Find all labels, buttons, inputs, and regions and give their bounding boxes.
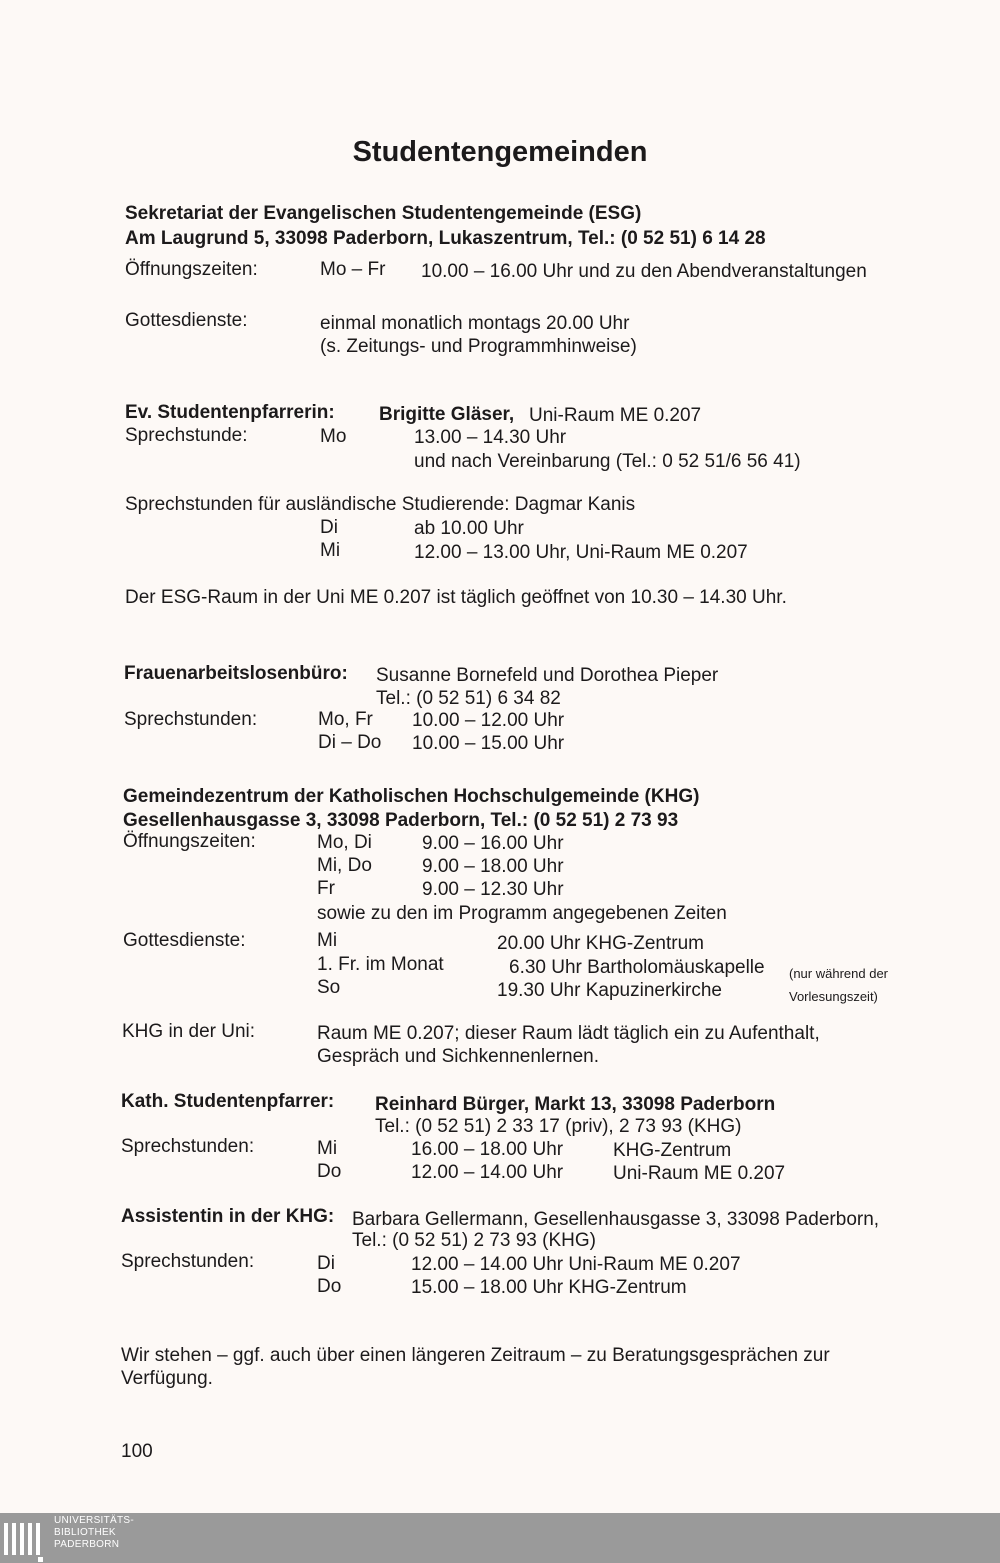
khg-assistant-name: Barbara Gellermann, Gesellenhausgasse 3, 33098 Paderborn, <box>352 1209 880 1230</box>
khg-hours-time: 9.00 – 12.30 Uhr <box>422 879 564 900</box>
khg-services-label: Gottesdienste: <box>123 930 246 951</box>
khg-service-time: 20.00 Uhr KHG-Zentrum <box>497 933 704 954</box>
khg-hours-time: 9.00 – 16.00 Uhr <box>422 833 564 854</box>
logo-line: PADERBORN <box>54 1539 120 1550</box>
khg-service-day: Mi <box>317 930 338 951</box>
esg-heading: Sekretariat der Evangelischen Studentengemeinde (ESG) <box>125 203 642 224</box>
esg-consult-extra: und nach Vereinbarung (Tel.: 0 52 51/6 56 41) <box>414 451 801 472</box>
esg-room-line: Der ESG-Raum in der Uni ME 0.207 ist täglich geöffnet von 10.30 – 14.30 Uhr. <box>125 587 787 608</box>
khg-service-time: 19.30 Uhr Kapuzinerkirche <box>497 980 722 1001</box>
khg-service-note: Vorlesungszeit) <box>789 989 878 1004</box>
khg-consult-day: Do <box>317 1161 342 1182</box>
frauen-label: Frauenarbeitslosenbüro: <box>124 663 348 684</box>
logo-line: UNIVERSITÄTS- <box>54 1515 135 1526</box>
library-logo-text <box>54 1515 134 1551</box>
khg-service-day: 1. Fr. im Monat <box>317 954 444 975</box>
khg-pastor-name: Reinhard Bürger, Markt 13, 33098 Paderborn <box>375 1094 776 1115</box>
khg-hours-time: 9.00 – 18.00 Uhr <box>422 856 564 877</box>
khg-assistant-consult-time: 15.00 – 18.00 Uhr KHG-Zentrum <box>411 1277 687 1298</box>
esg-address: Am Laugrund 5, 33098 Paderborn, Lukaszentrum, Tel.: (0 52 51) 6 14 28 <box>125 228 766 249</box>
logo-line: BIBLIOTHEK <box>54 1527 116 1538</box>
khg-hours-extra: sowie zu den im Programm angegebenen Zeiten <box>317 903 727 924</box>
khg-uni-line2: Gespräch und Sichkennenlernen. <box>317 1046 600 1067</box>
esg-foreign-time2: 12.00 – 13.00 Uhr, Uni-Raum ME 0.207 <box>414 542 748 563</box>
page-number: 100 <box>121 1441 153 1462</box>
closing-line2: Verfügung. <box>121 1368 213 1389</box>
esg-pastor-room: Uni-Raum ME 0.207 <box>529 405 702 426</box>
khg-service-day: So <box>317 977 341 998</box>
khg-hours-day: Mo, Di <box>317 832 372 853</box>
esg-consult-day: Mo <box>320 426 347 447</box>
khg-service-time: 6.30 Uhr Bartholomäuskapelle <box>509 957 765 978</box>
frauen-time2: 10.00 – 15.00 Uhr <box>412 733 565 754</box>
esg-pastor-label: Ev. Studentenpfarrerin: <box>125 402 335 423</box>
khg-assistant-tel: Tel.: (0 52 51) 2 73 93 (KHG) <box>352 1230 596 1251</box>
khg-assistant-consult-day: Di <box>317 1253 335 1274</box>
esg-services-line1: einmal monatlich montags 20.00 Uhr <box>320 313 630 334</box>
esg-consult-time: 13.00 – 14.30 Uhr <box>414 427 567 448</box>
khg-consult-time: 16.00 – 18.00 Uhr <box>411 1139 564 1160</box>
khg-service-note: (nur während der <box>789 966 888 981</box>
esg-hours-value: 10.00 – 16.00 Uhr und zu den Abendveranstaltungen <box>421 261 867 282</box>
khg-address: Gesellenhausgasse 3, 33098 Paderborn, Tel.: (0 52 51) 2 73 93 <box>123 810 679 831</box>
khg-consult-place: Uni-Raum ME 0.207 <box>613 1163 786 1184</box>
khg-assistant-consult-day: Do <box>317 1276 342 1297</box>
page-title: Studentengemeinden <box>352 136 648 168</box>
frauen-consult-label: Sprechstunden: <box>124 709 258 730</box>
footer-bar <box>0 1513 1000 1563</box>
esg-foreign-day1: Di <box>320 517 338 538</box>
khg-uni-line1: Raum ME 0.207; dieser Raum lädt täglich ein zu Aufenthalt, <box>317 1023 820 1044</box>
library-logo-icon <box>2 1515 48 1563</box>
khg-consult-time: 12.00 – 14.00 Uhr <box>411 1162 564 1183</box>
khg-pastor-label: Kath. Studentenpfarrer: <box>121 1091 335 1112</box>
khg-heading: Gemeindezentrum der Katholischen Hochschulgemeinde (KHG) <box>123 786 700 807</box>
esg-services-label: Gottesdienste: <box>125 310 248 331</box>
esg-services-line2: (s. Zeitungs- und Programmhinweise) <box>320 336 637 357</box>
esg-foreign-time1: ab 10.00 Uhr <box>414 518 524 539</box>
esg-consult-label: Sprechstunde: <box>125 425 248 446</box>
esg-foreign-line: Sprechstunden für ausländische Studierende: Dagmar Kanis <box>125 494 636 515</box>
frauen-day1: Mo, Fr <box>318 709 373 730</box>
khg-uni-label: KHG in der Uni: <box>122 1021 256 1042</box>
frauen-time1: 10.00 – 12.00 Uhr <box>412 710 565 731</box>
khg-consult-label: Sprechstunden: <box>121 1136 255 1157</box>
khg-pastor-tel: Tel.: (0 52 51) 2 33 17 (priv), 2 73 93 (KHG) <box>375 1116 742 1137</box>
frauen-day2: Di – Do <box>318 732 382 753</box>
khg-hours-day: Fr <box>317 878 335 899</box>
khg-consult-day: Mi <box>317 1138 338 1159</box>
khg-assistant-label: Assistentin in der KHG: <box>121 1206 335 1227</box>
esg-foreign-day2: Mi <box>320 540 341 561</box>
khg-assistant-consult-time: 12.00 – 14.00 Uhr Uni-Raum ME 0.207 <box>411 1254 741 1275</box>
frauen-names: Susanne Bornefeld und Dorothea Pieper <box>376 665 719 686</box>
khg-hours-label: Öffnungszeiten: <box>123 831 256 852</box>
esg-pastor-name: Brigitte Gläser, <box>379 404 515 425</box>
khg-assistant-consult-label: Sprechstunden: <box>121 1251 255 1272</box>
esg-hours-label: Öffnungszeiten: <box>125 259 258 280</box>
khg-consult-place: KHG-Zentrum <box>613 1140 732 1161</box>
frauen-tel: Tel.: (0 52 51) 6 34 82 <box>376 688 561 709</box>
closing-line1: Wir stehen – ggf. auch über einen längeren Zeitraum – zu Beratungsgesprächen zur <box>121 1345 830 1366</box>
khg-hours-day: Mi, Do <box>317 855 372 876</box>
esg-hours-days: Mo – Fr <box>320 259 386 280</box>
